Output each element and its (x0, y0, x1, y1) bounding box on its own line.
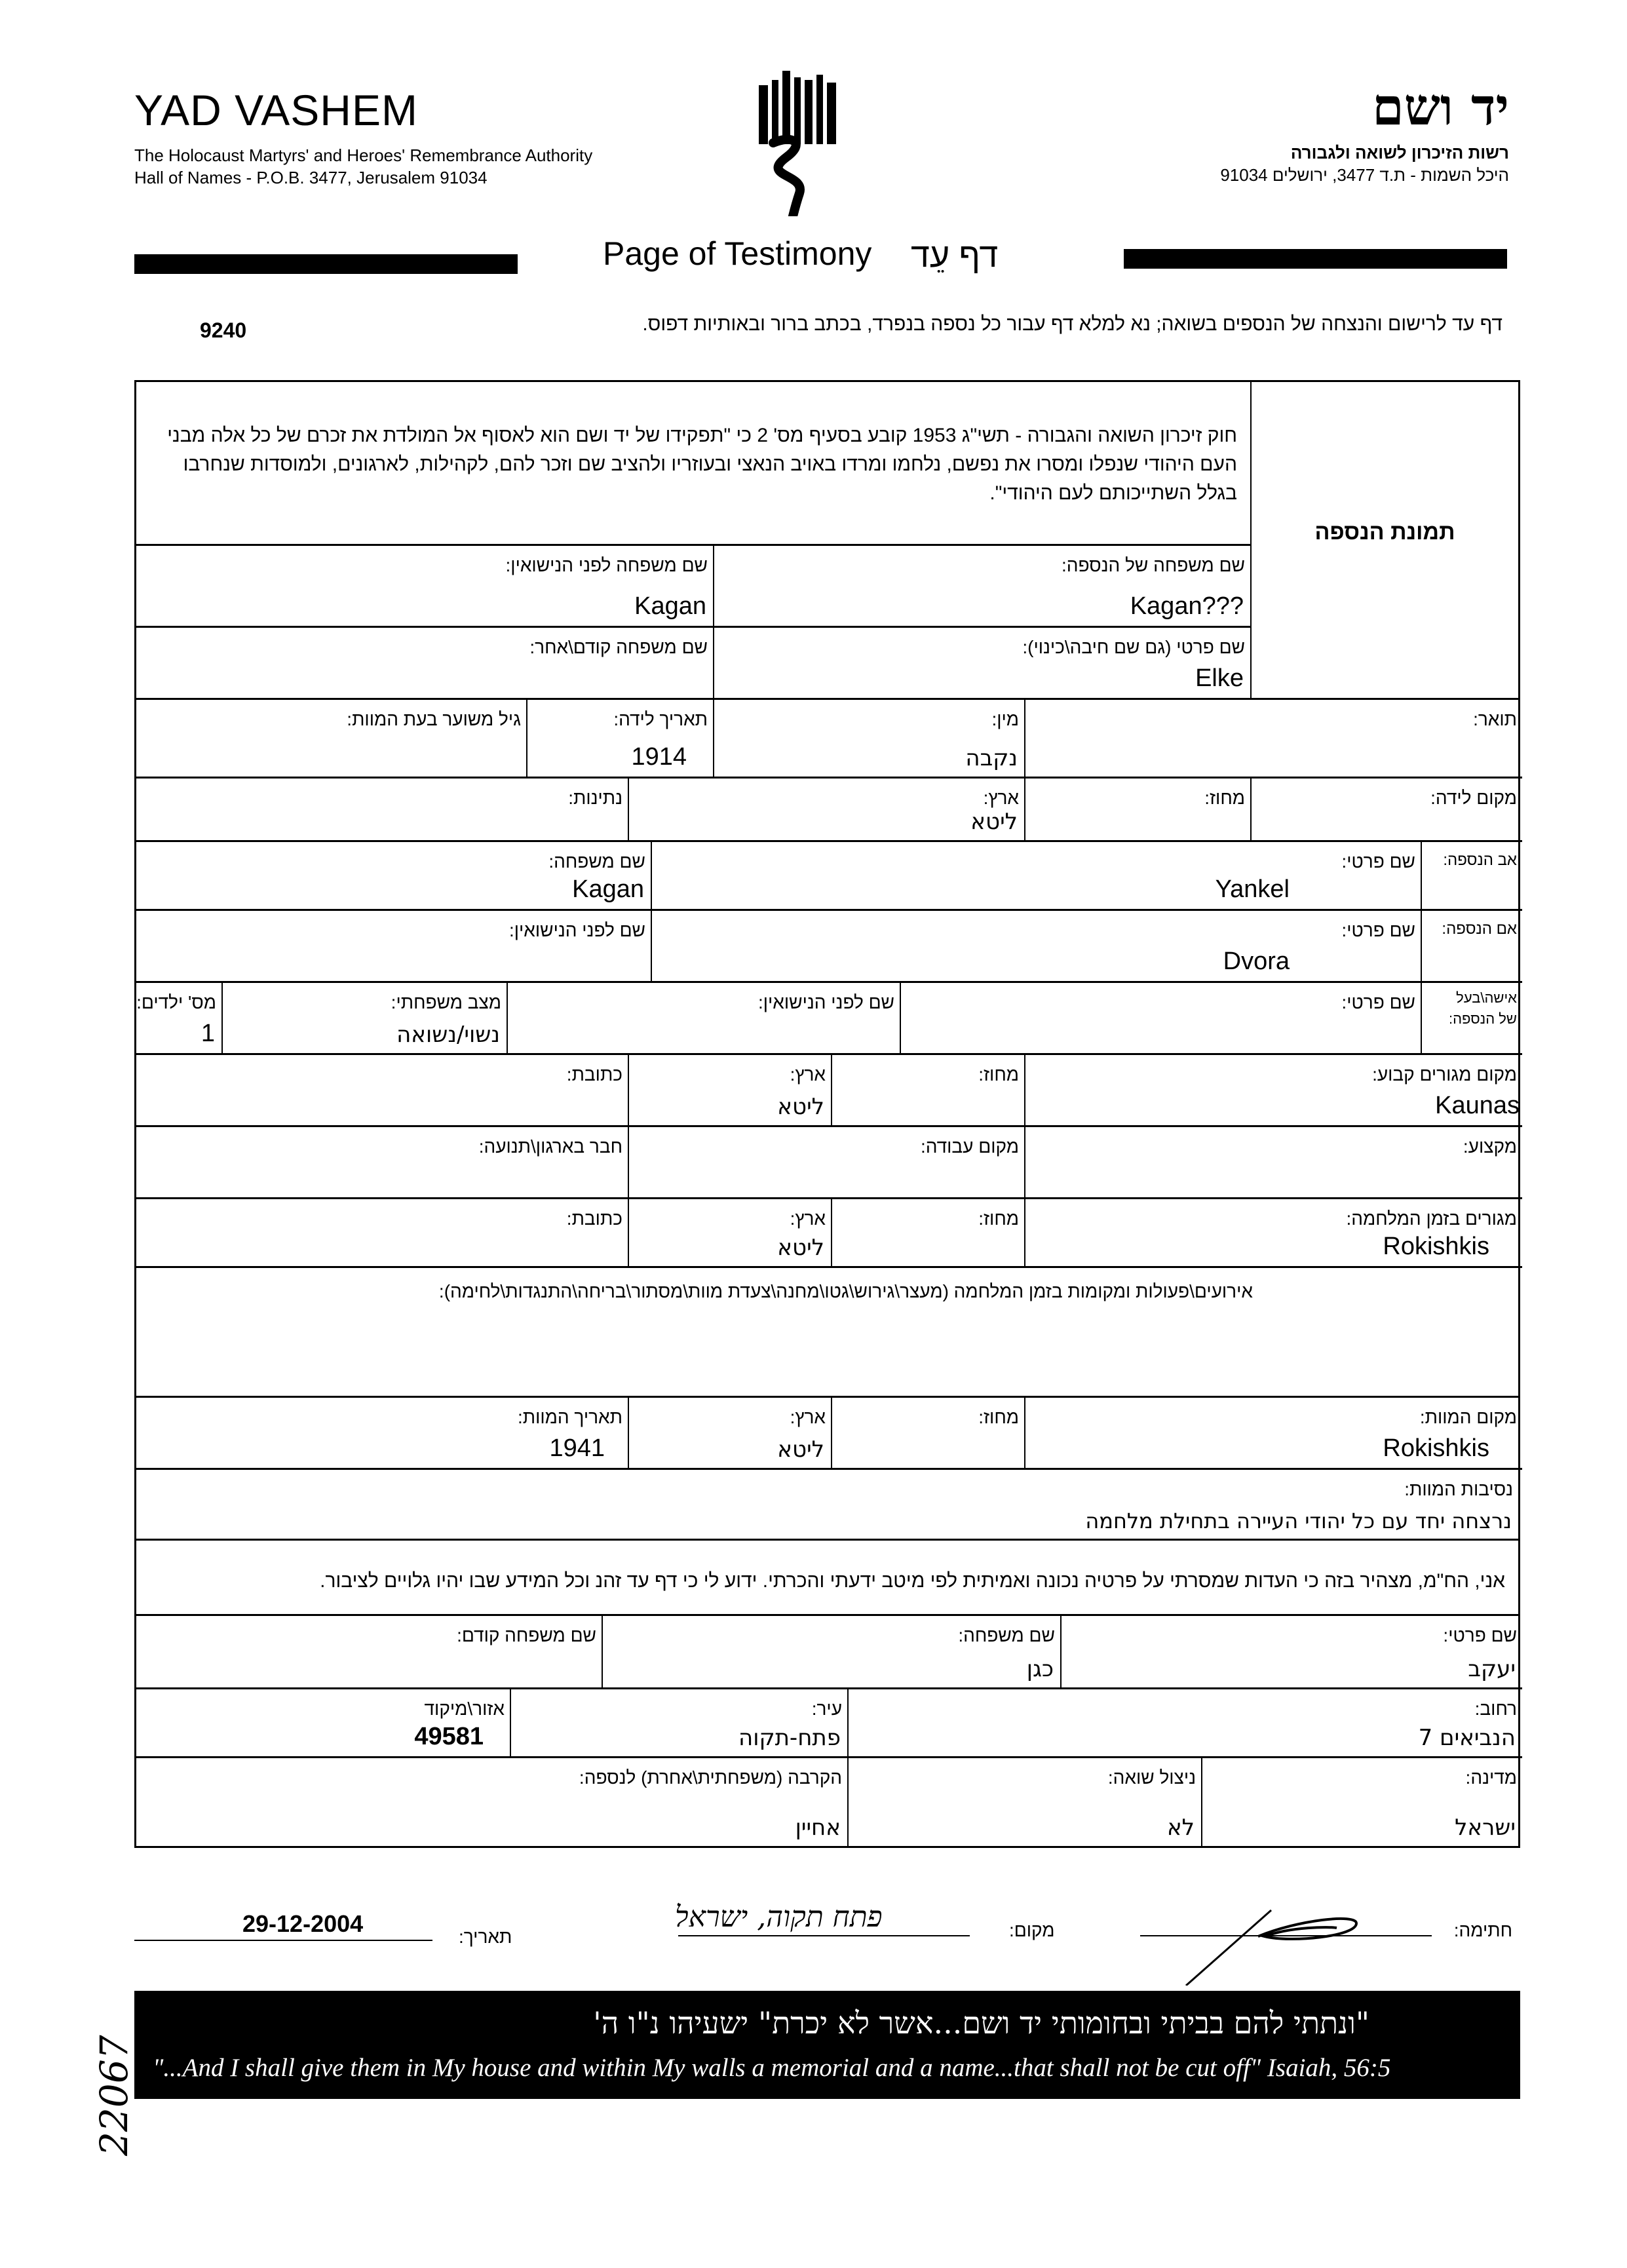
org-member-label: חבר בארגון\תנועה: (478, 1136, 622, 1157)
wartime-events-field[interactable] (136, 1268, 1518, 1398)
mother-row-label-cell (1421, 911, 1522, 983)
spouse-row-label-cell (1421, 983, 1522, 1055)
death-date-label: תאריך המוות: (518, 1407, 622, 1427)
marital-status-field[interactable] (221, 983, 507, 1055)
submitter-last-name-value: כגן (1026, 1656, 1054, 1682)
place-value-handwritten: פתח תקוה, ישראל (675, 1900, 883, 1934)
submitter-relation-field[interactable] (136, 1758, 847, 1846)
signature-label: חתימה: (1453, 1920, 1512, 1940)
submitter-zip-label: אזור\מיקוד (424, 1699, 505, 1719)
place-line[interactable] (678, 1935, 970, 1936)
mother-maiden-name-field[interactable] (136, 911, 651, 983)
residence-region-label: מחוז: (978, 1064, 1019, 1085)
victim-first-name-value: Elke (1195, 664, 1244, 692)
father-row-label-cell (1421, 842, 1522, 911)
victim-title-label: תואר: (1473, 709, 1517, 729)
page-title-hebrew: דף עֵד (911, 237, 999, 275)
submitter-country-value: ישראל (1455, 1815, 1516, 1841)
father-first-name-field[interactable] (651, 842, 1421, 911)
org-subtitle-english: The Holocaust Martyrs' and Heroes' Remembrance Authority (134, 145, 593, 165)
father-last-name-label: שם משפחה: (548, 851, 645, 872)
victim-title-field[interactable] (1024, 700, 1522, 778)
death-country-label: ארץ: (790, 1407, 826, 1427)
wartime-region-label: מחוז: (978, 1208, 1019, 1229)
submitter-street-label: רחוב: (1474, 1699, 1517, 1719)
death-region-label: מחוז: (978, 1407, 1019, 1427)
nationality-label: נתינות: (568, 788, 622, 808)
org-address-english: Hall of Names - P.O.B. 3477, Jerusalem 91034 (134, 168, 488, 187)
submitter-last-name-label: שם משפחה: (958, 1625, 1055, 1645)
submitter-survivor-label: ניצול שואה: (1107, 1767, 1196, 1788)
wartime-country-label: ארץ: (790, 1208, 826, 1229)
date-line[interactable] (134, 1940, 432, 1941)
death-circumstances-field[interactable] (136, 1470, 1518, 1541)
submitter-survivor-field[interactable] (847, 1758, 1201, 1846)
page-title-english: Page of Testimony (603, 235, 872, 272)
victim-first-name-field[interactable] (713, 628, 1250, 700)
victim-gender-value: נקבה (965, 745, 1018, 771)
footer-quote-english: "...And I shall give them in My house and within My walls a memorial and a name...that shall not be cut off" Isaiah, 56:5 (153, 2054, 1391, 2082)
victim-last-name-value: ???Kagan (1130, 592, 1244, 620)
intro-section (136, 382, 1250, 546)
submitter-first-name-label: שם פרטי: (1443, 1625, 1517, 1645)
spouse-maiden-name-label: שם לפני הנישואין: (757, 992, 894, 1012)
wartime-region-field[interactable] (831, 1199, 1024, 1268)
mother-first-name-label: שם פרטי: (1341, 920, 1415, 940)
children-count-label: מס' ילדים: (136, 992, 216, 1012)
victim-birth-date-label: תאריך לידה: (613, 709, 708, 729)
victim-gender-field[interactable] (713, 700, 1024, 778)
org-title-english: YAD VASHEM (134, 86, 418, 134)
death-place-field[interactable] (1024, 1398, 1522, 1470)
workplace-field[interactable] (628, 1127, 1024, 1199)
wartime-place-label: מגורים בזמן המלחמה: (1346, 1208, 1517, 1229)
photo-box[interactable] (1250, 382, 1518, 700)
spouse-first-name-label: שם פרטי: (1341, 992, 1415, 1012)
children-count-value: 1 (201, 1020, 215, 1047)
submitter-first-name-value: יעקב (1468, 1656, 1516, 1682)
submitter-street-value: הנביאים 7 (1418, 1725, 1516, 1751)
handwritten-record-id: 22067 (92, 2035, 136, 2156)
father-last-name-value: Kagan (572, 875, 644, 903)
place-label: מקום: (1009, 1920, 1055, 1940)
submitter-street-field[interactable] (847, 1689, 1522, 1758)
victim-maiden-name-label: שם משפחה לפני הנישואין: (505, 555, 708, 575)
org-address-hebrew: היכל השמות - ת.ד 3477, ירושלים 91034 (1220, 165, 1509, 185)
org-member-field[interactable] (136, 1127, 628, 1199)
residence-country-value: ליטא (777, 1094, 824, 1120)
victim-prev-name-field[interactable] (136, 628, 713, 700)
declaration-text: אני, הח"מ, מצהיר בזה כי העדות שמסרתי על פרטיה נכונה ואמיתית לפי מיטב ידעתי והכרתי. ידוע לי כי דף עד זהנ וכל המידע שבו יהיו גלויים לציבור. (320, 1570, 1505, 1592)
victim-last-name-label: שם משפחה של הנספה: (1061, 555, 1245, 575)
victim-prev-name-label: שם משפחה קודם\אחר: (529, 637, 708, 657)
spouse-row-label-2: של הנספה: (1448, 1010, 1517, 1027)
birth-place-field[interactable] (1250, 778, 1522, 842)
marital-status-value: נשוי/נשואה (396, 1022, 500, 1048)
victim-age-label: גיל משוער בעת המוות: (347, 709, 521, 729)
profession-label: מקצוע: (1463, 1136, 1517, 1157)
residence-region-field[interactable] (831, 1055, 1024, 1127)
wartime-place-field[interactable] (1024, 1199, 1522, 1268)
submitter-city-field[interactable] (510, 1689, 847, 1758)
father-row-label: אב הנספה: (1443, 851, 1517, 869)
birth-country-value: ליטא (970, 809, 1018, 835)
submitter-last-name-field[interactable] (602, 1616, 1060, 1689)
birth-country-label: ארץ: (983, 788, 1019, 808)
death-date-value: 1941 (549, 1434, 605, 1462)
photo-label: תמונת הנספה (1314, 520, 1455, 545)
wartime-country-field[interactable] (628, 1199, 831, 1268)
profession-field[interactable] (1024, 1127, 1522, 1199)
spouse-row-label-1: אישה\בעל (1456, 990, 1517, 1006)
victim-birth-date-value: 1914 (631, 743, 687, 771)
residence-place-value: Kaunas (1435, 1092, 1520, 1119)
residence-country-label: ארץ: (790, 1064, 826, 1085)
death-country-field[interactable] (628, 1398, 831, 1470)
children-count-field[interactable] (136, 983, 221, 1055)
birth-region-field[interactable] (1024, 778, 1250, 842)
residence-place-label: מקום מגורים קבוע: (1372, 1064, 1517, 1085)
death-place-label: מקום המוות: (1419, 1407, 1517, 1427)
date-value: 29-12-2004 (242, 1910, 364, 1937)
footer-quote-band (134, 1991, 1520, 2099)
death-region-field[interactable] (831, 1398, 1024, 1470)
submitter-relation-label: הקרבה (משפחתית\אחרת) לנספה: (579, 1767, 842, 1788)
submitter-survivor-value: לא (1166, 1815, 1195, 1841)
residence-place-field[interactable] (1024, 1055, 1522, 1127)
testimony-form (134, 380, 1520, 1848)
father-first-name-value: Yankel (1215, 875, 1290, 903)
birth-country-field[interactable] (628, 778, 1024, 842)
residence-country-field[interactable] (628, 1055, 831, 1127)
birth-place-label: מקום לידה: (1430, 788, 1517, 808)
death-date-field[interactable] (136, 1398, 628, 1470)
wartime-events-label: אירועים\פעולות ומקומות בזמן המלחמה (מעצר\גירוש\גטו\מחנה\צעדת מוות\מסתור\בריחה\התנגדות\לחימה): (438, 1281, 1253, 1301)
death-place-value: Rokishkis (1383, 1434, 1489, 1462)
nationality-field[interactable] (136, 778, 628, 842)
victim-age-field[interactable] (136, 700, 526, 778)
death-circumstances-value: נרצחה יחד עם כל יהודי העיירה בתחילת מלחמה (1085, 1509, 1512, 1533)
date-label: תאריך: (459, 1927, 512, 1947)
submitter-prev-name-label: שם משפחה קודם: (457, 1625, 596, 1645)
submitter-country-field[interactable] (1201, 1758, 1522, 1846)
death-country-value: ליטא (777, 1436, 824, 1463)
org-title-hebrew: יד ושם (1372, 77, 1509, 137)
submitter-country-label: מדינה: (1465, 1767, 1517, 1788)
marital-status-label: מצב משפחתי: (391, 992, 501, 1012)
submitter-relation-value: אחיין (795, 1815, 841, 1841)
org-subtitle-hebrew: רשות הזיכרון לשואה ולגבורה (1290, 143, 1509, 163)
spouse-first-name-field[interactable] (900, 983, 1421, 1055)
submitter-prev-name-field[interactable] (136, 1616, 602, 1689)
father-last-name-field[interactable] (136, 842, 651, 911)
mother-row-label: אם הנספה: (1442, 920, 1517, 938)
death-circumstances-label: נסיבות המוות: (1404, 1479, 1513, 1499)
father-first-name-label: שם פרטי: (1341, 851, 1415, 872)
submitter-city-label: עיר: (811, 1699, 842, 1719)
victim-birth-date-field[interactable] (526, 700, 713, 778)
residence-address-label: כתובת: (566, 1064, 622, 1085)
footer-quote-hebrew: "ונתתי להם בביתי ובחומותי יד ושם...אשר לא יכרת" ישעיהו נ"ו ה' (593, 2005, 1369, 2041)
victim-maiden-name-value: Kagan (634, 592, 706, 620)
header-bar-left (134, 254, 518, 274)
intro-law-text: חוק זיכרון השואה והגבורה - תשי"ג 1953 קובע בסעיף מס' 2 כי "תפקידו של יד ושם הוא לאסוף אל המולדת את זכרם של כל אלה מבני העם היהודי שנפלו ומסרו את נפשם, נלחמו ומרדו באויב הנאצי ובעוזריו ולהציב שם וזכר להם, לקהילות, לארגונים, ולמוסדות שנחרבו בגלל השתייכותם לעם היהודי". (167, 425, 1237, 504)
mother-maiden-name-label: שם לפני הנישואין: (508, 920, 645, 940)
wartime-address-label: כתובת: (566, 1208, 622, 1229)
mother-first-name-value: Dvora (1223, 948, 1290, 975)
form-instructions: דף עד לרישום והנצחה של הנספים בשואה; נא למלא דף עבור כל נספה בנפרד, בכתב ברור ובאותיות דפוס. (642, 313, 1503, 335)
submitter-city-value: פתח-תקוה (738, 1725, 841, 1751)
submitter-first-name-field[interactable] (1060, 1616, 1522, 1689)
form-number: 9240 (200, 318, 247, 342)
yad-vashem-logo-icon (754, 66, 845, 216)
birth-region-label: מחוז: (1204, 788, 1245, 808)
wartime-place-value: Rokishkis (1383, 1233, 1489, 1260)
victim-first-name-label: שם פרטי (גם שם חיבה\כינוי): (1022, 637, 1245, 657)
declaration-section (136, 1541, 1518, 1616)
wartime-country-value: ליטא (777, 1235, 824, 1261)
submitter-zip-value: 49581 (414, 1723, 484, 1750)
wartime-address-field[interactable] (136, 1199, 628, 1268)
residence-address-field[interactable] (136, 1055, 628, 1127)
workplace-label: מקום עבודה: (920, 1136, 1019, 1157)
mother-first-name-field[interactable] (651, 911, 1421, 983)
header-bar-right (1124, 249, 1507, 269)
spouse-maiden-name-field[interactable] (507, 983, 900, 1055)
victim-gender-label: מין: (991, 709, 1019, 729)
submitter-zip-field[interactable] (136, 1689, 510, 1758)
victim-last-name-field[interactable] (713, 546, 1250, 628)
signature-scribble-icon (1160, 1887, 1409, 1986)
victim-maiden-name-field[interactable] (136, 546, 713, 628)
